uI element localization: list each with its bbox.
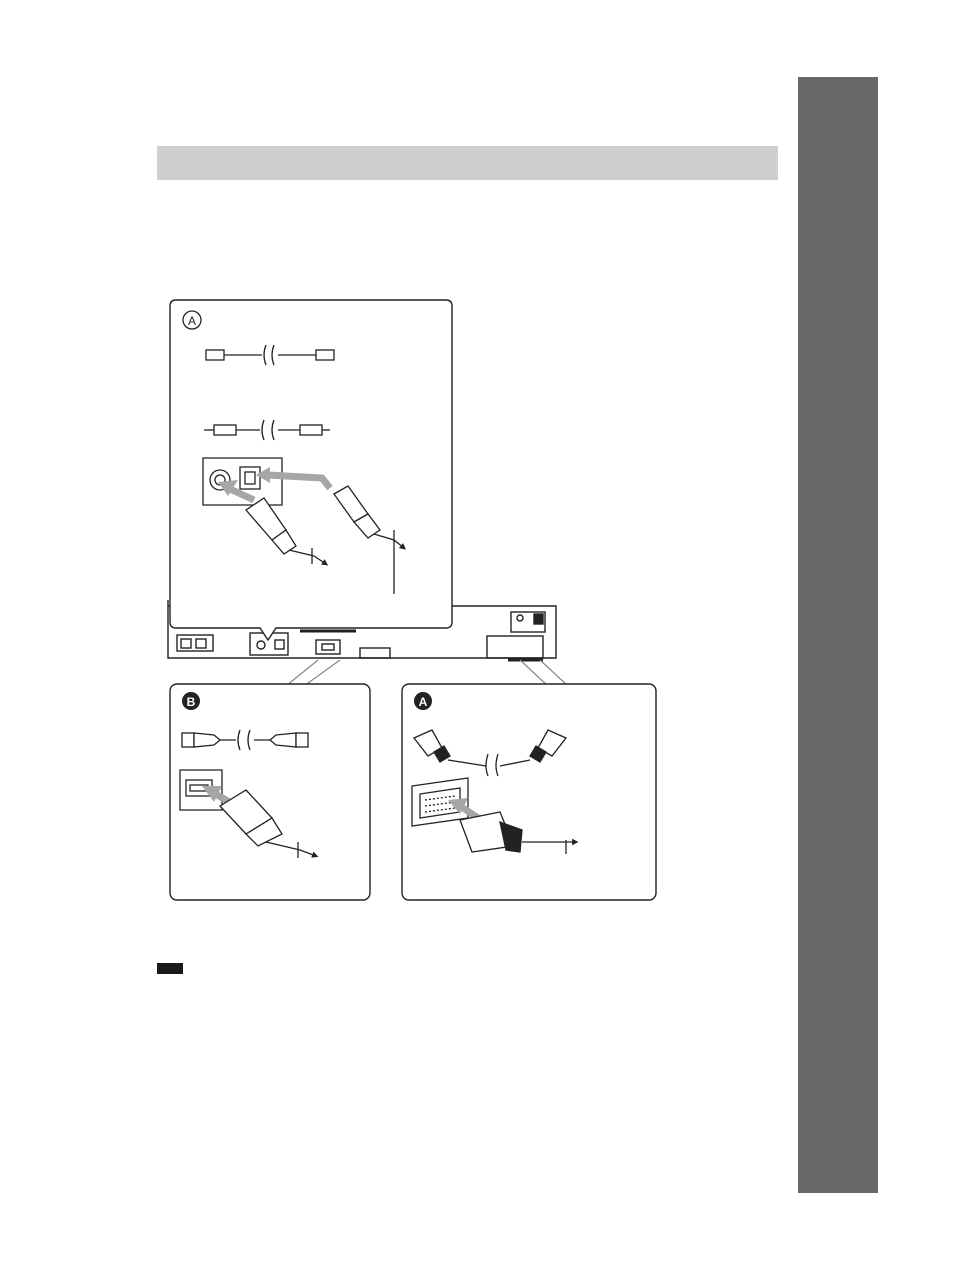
callout-a-filled-label: A [418, 695, 428, 709]
panel-audio-connections [170, 300, 452, 640]
panel-scart-connection [402, 684, 656, 900]
connection-diagram [150, 295, 670, 910]
callout-b-filled-icon [182, 692, 200, 710]
section-sidebar-tab [798, 77, 878, 1193]
panel-hdmi-connection [170, 684, 370, 900]
callout-a-outline-icon [183, 311, 201, 329]
callout-b-label: B [186, 695, 196, 709]
note-marker [157, 963, 183, 974]
callout-a-label: A [187, 314, 197, 328]
panel-leader-lines [286, 660, 568, 686]
section-title-band [157, 146, 778, 180]
callout-a-filled-icon [414, 692, 432, 710]
